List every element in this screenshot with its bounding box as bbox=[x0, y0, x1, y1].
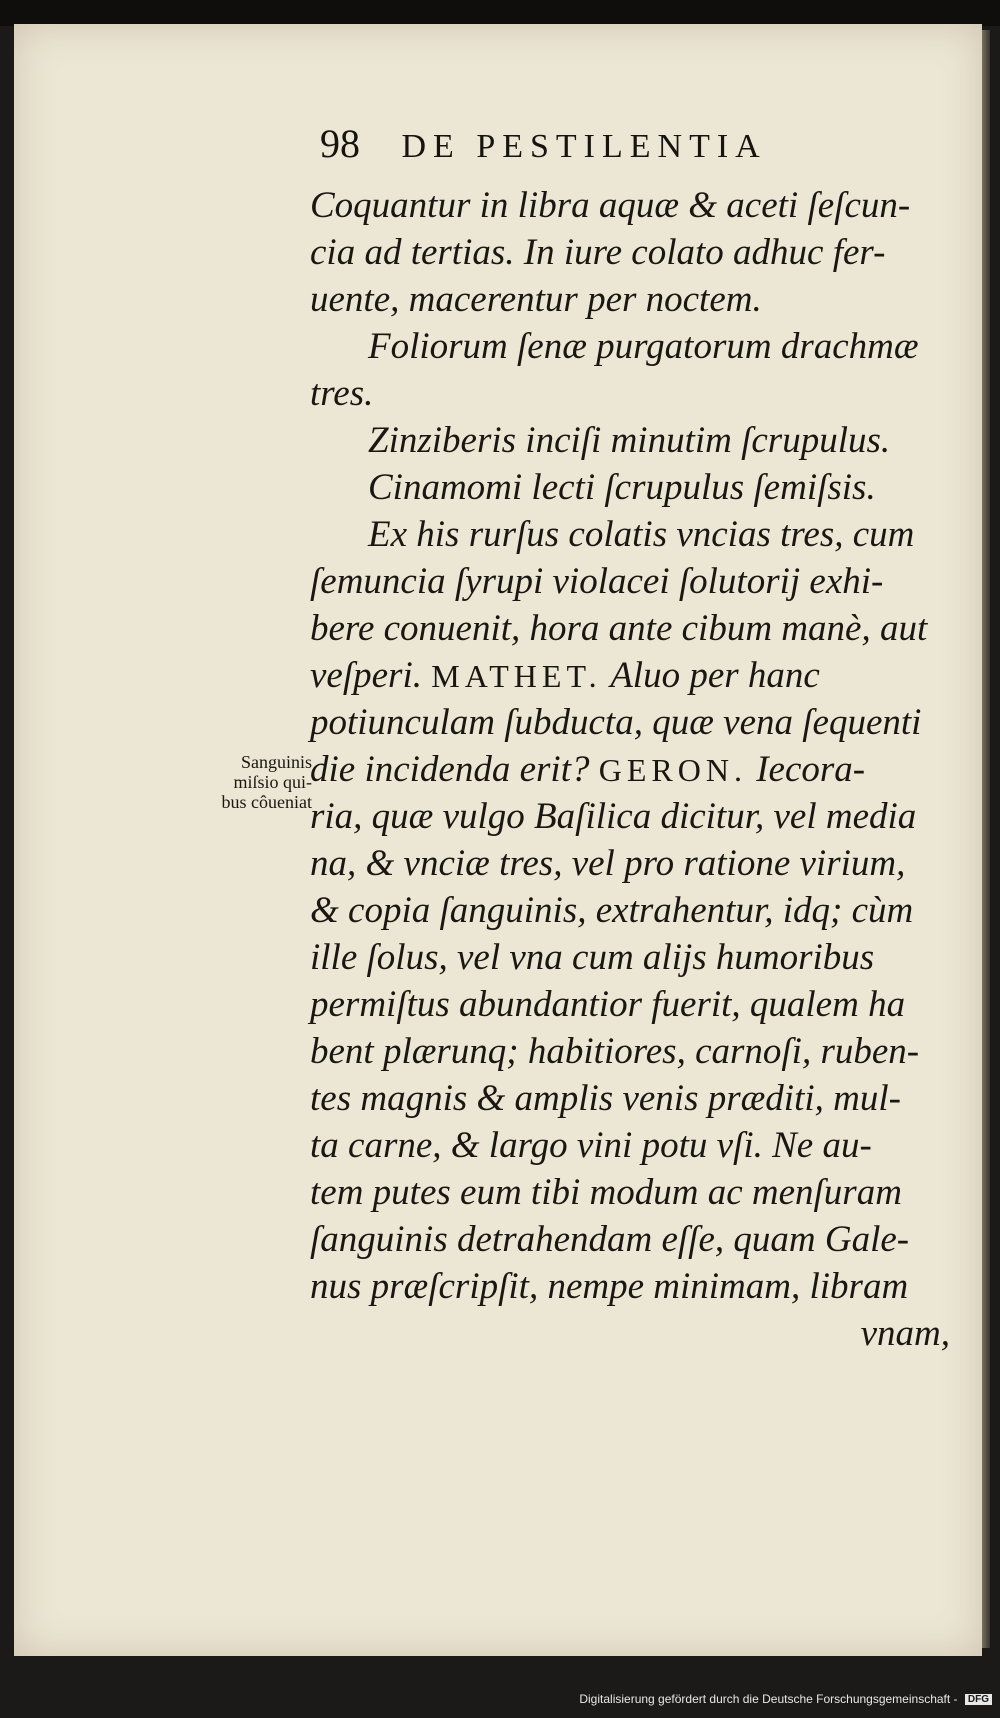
margin-note bbox=[162, 752, 312, 812]
text-segment: cia ad tertias. In iure colato adhuc fer- bbox=[310, 232, 886, 273]
text-line bbox=[310, 1075, 950, 1122]
text-segment: Zinziberis inciſi minutim ſcrupulus. bbox=[368, 420, 891, 461]
margin-note-line: Sanguinis bbox=[240, 752, 312, 772]
text-segment: ria, quæ vulgo Baſilica dicitur, vel media bbox=[310, 796, 917, 837]
text-segment: Iecora- bbox=[746, 749, 866, 790]
text-line bbox=[310, 1263, 950, 1310]
page-number: 98 bbox=[320, 121, 360, 166]
text-segment: nus præſcripſit, nempe minimam, libram bbox=[310, 1266, 909, 1307]
text-line bbox=[310, 276, 950, 323]
text-line bbox=[310, 1028, 950, 1075]
text-line bbox=[310, 699, 950, 746]
text-line bbox=[310, 464, 950, 511]
text-line bbox=[310, 746, 950, 793]
text-line bbox=[310, 652, 950, 699]
running-header bbox=[320, 120, 880, 167]
text-line bbox=[310, 558, 950, 605]
text-segment: vnam, bbox=[860, 1313, 950, 1354]
text-line bbox=[310, 1122, 950, 1169]
text-line bbox=[310, 981, 950, 1028]
text-segment: ſemuncia ſyrupi violacei ſolutorij exhi- bbox=[310, 561, 884, 602]
text-segment: tres. bbox=[310, 373, 374, 414]
text-segment: permiſtus abundantior fuerit, qualem ha bbox=[310, 984, 906, 1025]
text-segment: tem putes eum tibi modum ac menſuram bbox=[310, 1172, 902, 1213]
text-segment: na, & vnciæ tres, vel pro ratione virium, bbox=[310, 843, 906, 884]
text-segment: & copia ſanguinis, extrahentur, idq; cùm bbox=[310, 890, 914, 931]
text-segment: die incidenda erit? bbox=[310, 749, 599, 790]
text-line bbox=[310, 840, 950, 887]
text-line bbox=[310, 605, 950, 652]
text-segment: bent plærunq; habitiores, carnoſi, ruben- bbox=[310, 1031, 920, 1072]
text-segment: ta carne, & largo vini potu vſi. Ne au- bbox=[310, 1125, 872, 1166]
text-line bbox=[310, 417, 950, 464]
text-line bbox=[310, 1169, 950, 1216]
text-segment: tes magnis & amplis venis præditi, mul- bbox=[310, 1078, 901, 1119]
text-segment: Coquantur in libra aquæ & aceti ſeſcun- bbox=[310, 185, 911, 226]
text-line bbox=[310, 1310, 950, 1357]
text-segment: Ex his rurſus colatis vncias tres, cum bbox=[368, 514, 915, 555]
text-segment: ille ſolus, vel vna cum alijs humoribus bbox=[310, 937, 875, 978]
credit-text: Digitalisierung gefördert durch die Deutsche Forschungsgemeinschaft - bbox=[579, 1692, 958, 1706]
margin-note-line: miſsio qui- bbox=[233, 772, 312, 792]
digitization-credit bbox=[579, 1692, 992, 1706]
text-line bbox=[310, 887, 950, 934]
text-segment: bere conuenit, hora ante cibum manè, aut bbox=[310, 608, 928, 649]
text-line bbox=[310, 934, 950, 981]
body-text bbox=[310, 182, 950, 1357]
speaker-name: MATHET. bbox=[431, 658, 602, 694]
text-line bbox=[310, 229, 950, 276]
text-segment: potiunculam ſubducta, quæ vena ſequenti bbox=[310, 702, 922, 743]
dfg-logo: DFG bbox=[965, 1694, 992, 1705]
text-line bbox=[310, 182, 950, 229]
text-line bbox=[310, 1216, 950, 1263]
text-segment: uente, macerentur per noctem. bbox=[310, 279, 762, 320]
speaker-name: GERON. bbox=[598, 752, 747, 788]
scan-top-border bbox=[0, 0, 1000, 26]
text-segment: Aluo per hanc bbox=[601, 655, 820, 696]
text-segment: Cinamomi lecti ſcrupulus ſemiſsis. bbox=[368, 467, 876, 508]
text-segment: ſanguinis detrahendam eſſe, quam Gale- bbox=[310, 1219, 910, 1260]
running-title: DE PESTILENTIA bbox=[401, 128, 767, 165]
text-line bbox=[310, 323, 950, 370]
text-line bbox=[310, 793, 950, 840]
text-line bbox=[310, 370, 950, 417]
margin-note-line: bus côueniat bbox=[221, 792, 312, 812]
text-segment: veſperi. bbox=[310, 655, 432, 696]
text-line bbox=[310, 511, 950, 558]
text-segment: Foliorum ſenæ purgatorum drachmæ bbox=[368, 326, 919, 367]
